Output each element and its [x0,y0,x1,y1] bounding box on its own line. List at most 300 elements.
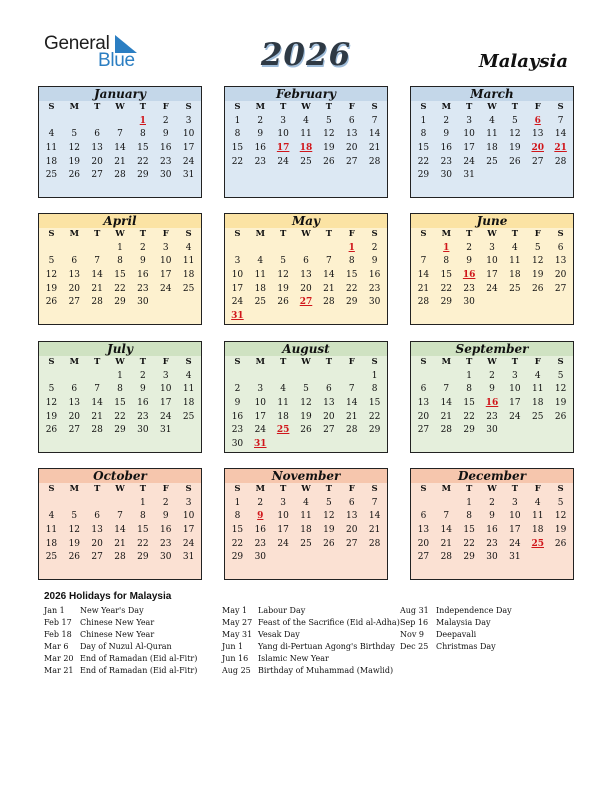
day-cell: 23 [160,538,172,549]
holiday-item [222,641,400,653]
country-name: Malaysia [478,51,568,72]
empty-day-cell [86,115,109,129]
empty-day-cell [272,242,295,256]
day-cell: 15 [417,143,430,154]
month-october [38,468,202,580]
day-cell: 1 [117,242,123,253]
day-cell: 7 [326,256,332,267]
weekday-header [39,483,201,497]
day-cell: 22 [463,538,475,549]
day-cell: 18 [45,538,58,549]
week-row [411,397,573,411]
day-cell: 12 [45,270,58,281]
day-cell: 25 [486,156,498,167]
day-cell: 4 [512,242,518,253]
day-cell: 8 [348,256,355,267]
week-row [39,128,201,142]
day-cell: 11 [486,129,498,140]
weekday-header [411,228,573,242]
day-cell: 12 [323,511,335,522]
holiday-name: Labour Day [258,606,306,615]
week-row [225,370,387,384]
weekday-label: S [557,357,564,367]
day-cell: 22 [137,156,149,167]
day-cell: 28 [346,425,358,436]
empty-day-cell [503,169,526,183]
day-cell: 14 [91,270,103,281]
weekday-label: F [348,357,355,367]
day-cell: 6 [348,115,355,126]
day-cell: 6 [71,384,78,395]
day-cell: 17 [254,411,267,422]
weekday-label: T [279,484,287,494]
day-cell: 9 [489,511,495,522]
weekday-label: S [420,357,427,367]
day-cell: 30 [254,552,267,563]
empty-day-cell [526,551,549,565]
day-cell: 21 [91,411,103,422]
day-cell: 13 [554,256,567,267]
day-cell: 13 [417,398,430,409]
week-row [225,383,387,397]
weekday-header [225,101,387,115]
day-cell: 22 [231,538,244,549]
week-row [411,142,573,156]
day-cell: 23 [160,156,172,167]
day-cell: 2 [257,497,264,508]
day-cell: 13 [346,511,358,522]
day-cell: 4 [303,497,309,508]
day-cell: 13 [532,129,544,140]
weekday-label: F [348,102,355,112]
empty-day-cell [503,296,526,310]
day-cell: 26 [554,411,567,422]
holiday-item [44,605,197,617]
empty-day-cell [226,242,249,256]
day-cell: 7 [348,384,355,395]
day-cell: 16 [137,398,149,409]
week-row [411,411,573,425]
holiday-day-cell: 31 [231,311,244,322]
month-june [410,213,574,325]
week-row [225,142,387,156]
calendar-year: 2026 [260,37,352,73]
day-cell: 14 [346,398,358,409]
day-cell: 26 [45,297,58,308]
day-cell: 15 [463,398,475,409]
day-cell: 29 [368,425,381,436]
holiday-day-cell: 20 [531,143,544,154]
day-cell: 31 [160,425,172,436]
day-cell: 24 [277,156,289,167]
weekday-label: M [255,357,265,367]
day-cell: 14 [114,143,126,154]
day-cell: 16 [440,143,453,154]
week-row [411,255,573,269]
day-cell: 22 [231,156,244,167]
empty-day-cell [526,169,549,183]
month-april [38,213,202,325]
holiday-name: Malaysia Day [436,618,491,627]
day-cell: 24 [160,283,172,294]
weekday-label: M [69,357,79,367]
month-title: January [39,87,201,101]
day-cell: 13 [417,525,430,536]
week-row [411,242,573,256]
weekday-label: W [115,357,125,367]
day-cell: 11 [45,143,58,154]
day-cell: 6 [326,384,332,395]
day-cell: 21 [91,283,103,294]
day-cell: 19 [554,525,567,536]
day-cell: 5 [326,115,332,126]
day-cell: 6 [94,129,101,140]
day-cell: 3 [489,242,495,253]
day-cell: 7 [94,384,101,395]
weekday-label: W [301,102,311,112]
day-cell: 25 [45,170,58,181]
holiday-item [222,605,400,617]
weekday-label: S [557,484,564,494]
day-cell: 10 [231,270,244,281]
weekday-label: S [48,102,55,112]
day-cell: 21 [114,156,126,167]
day-cell: 21 [323,283,335,294]
day-cell: 15 [114,270,126,281]
week-row [411,497,573,511]
day-cell: 11 [300,129,312,140]
day-cell: 10 [509,511,521,522]
day-cell: 16 [160,143,172,154]
day-cell: 9 [140,256,146,267]
day-cell: 9 [466,256,473,267]
week-row [411,424,573,438]
weekday-header [225,483,387,497]
week-row [225,438,387,452]
holiday-item [44,617,197,629]
day-cell: 1 [117,370,123,381]
month-title: July [39,342,201,356]
holiday-item [222,665,400,677]
empty-day-cell [363,310,386,324]
day-cell: 19 [68,156,81,167]
weekday-label: W [487,102,497,112]
empty-day-cell [226,370,249,384]
weekday-label: T [325,229,333,239]
day-cell: 24 [486,283,498,294]
day-cell: 26 [554,538,567,549]
weekday-header [225,228,387,242]
day-cell: 28 [554,156,567,167]
holiday-day-cell: 1 [139,115,146,126]
weekday-label: T [279,357,287,367]
weekday-label: T [511,357,519,367]
weekday-label: F [162,357,169,367]
day-cell: 14 [368,511,381,522]
day-cell: 2 [140,242,146,253]
day-cell: 27 [68,425,81,436]
day-cell: 26 [45,425,58,436]
holiday-day-cell: 17 [276,143,290,154]
day-cell: 25 [254,297,267,308]
day-cell: 20 [346,525,358,536]
weekday-label: W [301,229,311,239]
weekday-label: W [301,357,311,367]
month-february [224,86,388,198]
month-title: September [411,342,573,356]
day-cell: 2 [443,115,450,126]
day-cell: 3 [185,115,192,126]
holiday-name: Deepavali [436,630,477,639]
day-cell: 26 [532,283,544,294]
day-cell: 27 [323,425,335,436]
empty-day-cell [317,370,340,384]
day-cell: 5 [557,497,564,508]
day-cell: 19 [323,525,335,536]
weekday-label: T [279,102,287,112]
day-cell: 28 [91,425,103,436]
day-cell: 10 [486,256,498,267]
day-cell: 6 [557,242,564,253]
day-cell: 2 [162,115,169,126]
holiday-column [222,605,400,677]
holiday-item [400,629,512,641]
weekday-label: T [139,484,147,494]
week-row [39,269,201,283]
day-cell: 1 [466,370,473,381]
day-cell: 4 [534,370,541,381]
holiday-date: Sep 16 [400,618,429,627]
month-title: August [225,342,387,356]
day-cell: 28 [114,552,126,563]
day-cell: 5 [48,256,55,267]
day-cell: 14 [91,398,103,409]
holiday-day-cell: 16 [485,398,499,409]
day-cell: 13 [91,143,103,154]
day-cell: 1 [140,497,146,508]
day-cell: 17 [277,525,289,536]
empty-day-cell [549,169,572,183]
weekday-label: F [534,484,541,494]
day-cell: 9 [234,398,241,409]
holiday-day-cell: 27 [299,297,313,308]
day-cell: 6 [94,511,101,522]
holiday-name: Chinese New Year [80,618,155,627]
day-cell: 13 [346,129,358,140]
day-cell: 24 [231,297,244,308]
week-row [411,156,573,170]
holiday-date: Aug 31 [400,606,429,615]
month-december [410,468,574,580]
day-cell: 5 [303,384,309,395]
week-row [225,283,387,297]
day-cell: 18 [532,398,544,409]
day-cell: 16 [160,525,172,536]
day-cell: 17 [231,283,244,294]
day-cell: 23 [231,425,244,436]
holiday-day-cell: 25 [276,425,290,436]
day-cell: 3 [162,370,169,381]
day-cell: 27 [417,552,430,563]
weekday-label: F [348,484,355,494]
weekday-label: F [162,229,169,239]
day-cell: 6 [348,497,355,508]
day-cell: 18 [300,525,312,536]
day-cell: 3 [162,242,169,253]
weekday-label: S [234,102,241,112]
week-row [411,551,573,565]
week-row [39,538,201,552]
day-cell: 25 [532,411,544,422]
weekday-label: T [93,484,101,494]
day-cell: 29 [137,170,149,181]
day-cell: 26 [300,425,312,436]
day-cell: 20 [554,270,567,281]
day-cell: 2 [466,242,473,253]
holiday-name: Vesak Day [258,630,300,639]
day-cell: 10 [182,129,195,140]
empty-day-cell [295,370,318,384]
holiday-day-cell: 6 [534,115,541,126]
day-cell: 26 [68,552,81,563]
holiday-name: Feast of the Sacrifice (Eid al-Adha) [258,618,400,627]
day-cell: 15 [137,525,149,536]
day-cell: 5 [71,129,78,140]
holiday-date: Dec 25 [400,642,429,651]
day-cell: 18 [486,143,498,154]
weekday-label: T [93,102,101,112]
day-cell: 27 [91,552,103,563]
day-cell: 27 [346,156,358,167]
day-cell: 11 [182,256,195,267]
holiday-day-cell: 1 [443,242,450,253]
day-cell: 4 [48,511,55,522]
day-cell: 13 [68,398,81,409]
day-cell: 10 [463,129,475,140]
week-row [39,296,201,310]
day-cell: 17 [182,525,195,536]
week-row [39,397,201,411]
empty-day-cell [340,438,363,452]
empty-day-cell [412,370,435,384]
empty-day-cell [154,296,177,310]
holiday-day-cell: 1 [348,242,355,253]
day-cell: 29 [463,552,475,563]
week-row [225,411,387,425]
weekday-label: S [371,484,378,494]
day-cell: 14 [323,270,335,281]
holiday-item [400,605,512,617]
holiday-day-cell: 16 [462,270,476,281]
month-title: October [39,469,201,483]
day-cell: 8 [117,384,123,395]
day-cell: 29 [346,297,358,308]
week-row [225,497,387,511]
holiday-date: May 1 [222,606,248,615]
day-cell: 6 [420,384,427,395]
week-row [39,383,201,397]
month-august [224,341,388,453]
day-cell: 18 [532,525,544,536]
weekday-header [39,356,201,370]
day-cell: 5 [48,384,55,395]
empty-day-cell [295,242,318,256]
day-cell: 12 [554,384,567,395]
weekday-label: M [441,484,451,494]
weekday-label: T [93,229,101,239]
day-cell: 3 [234,256,241,267]
day-cell: 31 [463,170,475,181]
empty-day-cell [249,370,272,384]
weekday-label: S [185,357,192,367]
day-cell: 29 [440,297,453,308]
empty-day-cell [272,370,295,384]
empty-day-cell [363,551,386,565]
day-cell: 22 [368,411,381,422]
day-cell: 27 [68,297,81,308]
day-cell: 2 [371,242,378,253]
day-cell: 11 [300,511,312,522]
holiday-item [400,641,512,653]
empty-day-cell [86,370,109,384]
day-cell: 9 [140,384,146,395]
day-cell: 11 [532,511,544,522]
day-cell: 31 [509,552,521,563]
day-cell: 22 [346,283,358,294]
day-cell: 18 [509,270,521,281]
weekday-label: T [139,229,147,239]
day-cell: 28 [91,297,103,308]
day-cell: 24 [509,538,521,549]
week-row [225,115,387,129]
month-title: February [225,87,387,101]
day-cell: 1 [420,115,427,126]
holiday-item [222,629,400,641]
weekday-label: T [465,357,473,367]
day-cell: 3 [280,497,287,508]
month-july [38,341,202,453]
day-cell: 23 [137,411,149,422]
week-row [225,551,387,565]
week-row [225,397,387,411]
day-cell: 10 [160,256,172,267]
empty-day-cell [503,424,526,438]
day-cell: 8 [234,511,241,522]
week-row [225,156,387,170]
day-cell: 21 [346,411,358,422]
day-cell: 27 [532,156,544,167]
weekday-label: S [420,102,427,112]
week-row [411,538,573,552]
day-cell: 7 [371,115,378,126]
day-cell: 20 [91,538,103,549]
month-title: May [225,214,387,228]
weekday-label: T [139,102,147,112]
weekday-label: T [465,484,473,494]
day-cell: 11 [45,525,58,536]
day-cell: 4 [48,129,55,140]
holiday-date: Jun 16 [222,654,249,663]
day-cell: 20 [346,143,358,154]
day-cell: 12 [277,270,289,281]
holiday-date: Feb 18 [44,630,72,639]
day-cell: 28 [368,538,381,549]
day-cell: 30 [463,297,475,308]
day-cell: 27 [417,425,430,436]
day-cell: 15 [463,525,475,536]
week-row [411,370,573,384]
empty-day-cell [549,551,572,565]
